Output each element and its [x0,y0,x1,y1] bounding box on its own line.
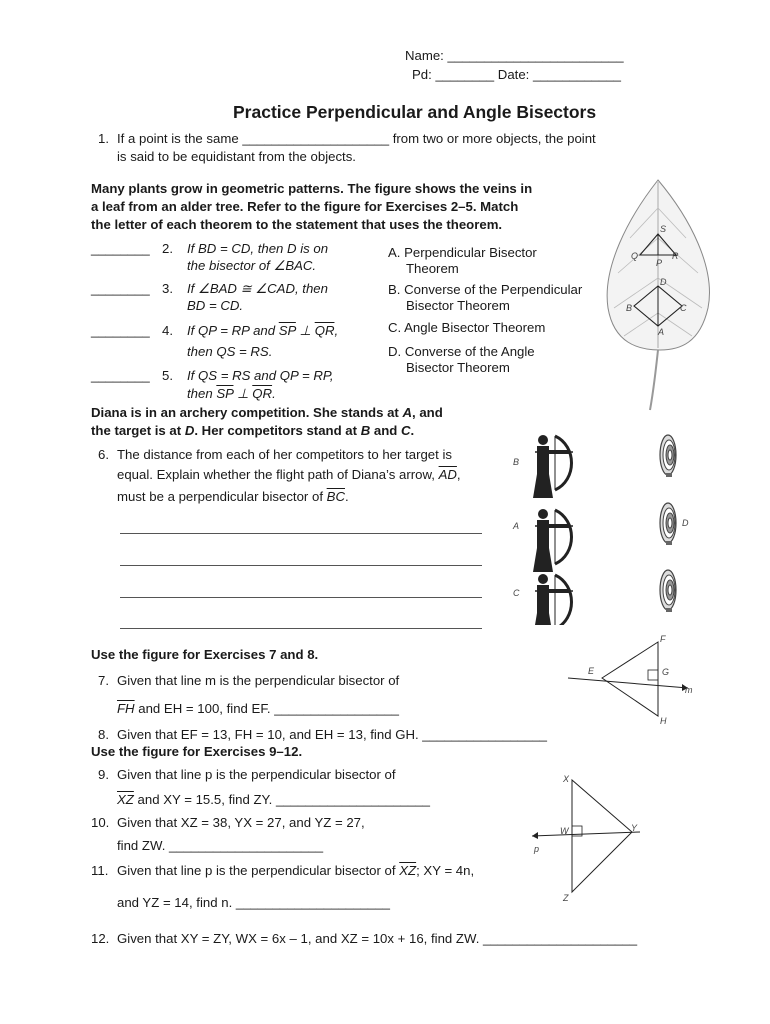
fig912-label-y: Y [631,823,638,833]
leaf-label-q: Q [631,251,639,261]
theorem-d-line2: Bisector Theorem [406,360,510,375]
q5-line2: then $\overline{SP}$ ⊥ $\overline{QR}$. [187,386,276,401]
q7-number: 7. [98,673,109,688]
q3-line2: BD = CD. [187,298,244,313]
leaf-figure [600,178,720,418]
q12-number: 12. [91,931,110,946]
leaf-intro-line3: the letter of each theorem to the statement that uses the theorem. [91,217,503,232]
archer-a [533,509,573,572]
page-title: Practice Perpendicular and Angle Bisectors [233,102,597,122]
q6-answer-line-2[interactable] [120,565,482,566]
leaf-intro-line2: a leaf from an alder tree. Refer to the figure for Exercises 2–5. Match [91,199,519,214]
fig78-label-m: m [685,685,693,695]
q8-number: 8. [98,727,109,742]
q4-line2: then QS = RS. [187,344,273,359]
q10-number: 10. [91,815,110,830]
fig912-label-x: X [563,774,570,784]
fig78-label-g: G [662,667,670,677]
archer-c [533,574,573,625]
fig912-intro: Use the figure for Exercises 9–12. [91,744,303,759]
theorem-b: B. Converse of the Perpendicular [388,282,583,297]
q7-line2: $\overline{FH}$ and EH = 100, find EF. _________________ [117,701,399,716]
q6-answer-line-1[interactable] [120,533,482,534]
q4-blank[interactable]: ________ [91,323,150,338]
q1-line1: If a point is the same ____________________ from two or more objects, the point [117,131,596,146]
q6-number: 6. [98,447,109,462]
leaf-label-a: A [658,327,665,337]
target-top [660,435,676,477]
q6-line1: The distance from each of her competitors to her target is [117,447,452,462]
q2-number: 2. [162,241,173,256]
theorem-a: A. Perpendicular Bisector [388,245,537,260]
figure-9-12 [528,770,678,910]
q1-line2: is said to be equidistant from the objects. [117,149,356,164]
q8-text: Given that EF = 13, FH = 10, and EH = 13, find GH. _________________ [117,727,547,742]
fig912-label-z: Z [563,893,569,903]
leaf-label-c: C [680,303,687,313]
target-bottom [660,570,676,612]
target-d [660,503,676,545]
q11-number: 11. [91,863,109,878]
q9-number: 9. [98,767,109,782]
q6-answer-line-3[interactable] [120,597,482,598]
archer-label-a: A [513,521,520,531]
q6-line3: must be a perpendicular bisector of $\overline{BC}$. [117,489,349,504]
archer-b [533,435,573,498]
name-field[interactable]: Name: ________________________ [405,48,624,63]
theorem-b-line2: Bisector Theorem [406,298,510,313]
q5-line1: If QS = RS and QP = RP, [187,368,334,383]
fig912-label-w: W [560,826,569,836]
q3-number: 3. [162,281,173,296]
archery-intro-line1: Diana is in an archery competition. She stands at A, and [91,405,443,420]
q12-text: Given that XY = ZY, WX = 6x – 1, and XZ = 10x + 16, find ZW. _____________________ [117,931,638,946]
archer-label-c: C [513,588,520,598]
archery-intro-line2: the target is at D. Her competitors stand at B and C. [91,423,415,438]
q9-line2: $\overline{XZ}$ and XY = 15.5, find ZY. _____________________ [117,792,430,807]
leaf-label-d: D [660,277,667,287]
target-label-d: D [682,518,689,528]
theorem-c: C. Angle Bisector Theorem [388,320,546,335]
leaf-label-r: R [672,251,679,261]
leaf-label-s: S [660,224,667,234]
q5-blank[interactable]: ________ [91,368,150,383]
fig78-label-h: H [660,716,667,726]
q2-line1: If BD = CD, then D is on [187,241,329,256]
archer-label-b: B [513,457,520,467]
q10-line1: Given that XZ = 38, YX = 27, and YZ = 27, [117,815,365,830]
q1-number: 1. [98,131,109,146]
q11-line1: Given that line p is the perpendicular bisector of $\overline{XZ}$; XY = 4n, [117,863,475,878]
leaf-label-p: P [656,258,663,268]
q4-number: 4. [162,323,173,338]
q10-line2: find ZW. _____________________ [117,838,324,853]
leaf-label-b: B [626,303,633,313]
fig78-label-e: E [588,666,595,676]
q7-line1: Given that line m is the perpendicular bisector of [117,673,400,688]
q2-blank[interactable]: ________ [91,241,150,256]
q2-line2: the bisector of ∠BAC. [187,258,317,273]
q6-line2: equal. Explain whether the flight path of Diana’s arrow, $\overline{AD}$, [117,467,461,482]
q3-blank[interactable]: ________ [91,281,150,296]
archery-figure [505,425,705,625]
theorem-a-line2: Theorem [406,261,459,276]
q3-line1: If ∠BAD ≅ ∠CAD, then [187,281,328,296]
q9-line1: Given that line p is the perpendicular bisector of [117,767,396,782]
q11-line2: and YZ = 14, find n. _____________________ [117,895,390,910]
leaf-intro-line1: Many plants grow in geometric patterns. The figure shows the veins in [91,181,533,196]
fig78-intro: Use the figure for Exercises 7 and 8. [91,647,319,662]
fig78-label-f: F [660,634,666,644]
pd-date-field[interactable]: Pd: ________ Date: ____________ [412,67,621,82]
q5-number: 5. [162,368,173,383]
q4-line1: If QP = RP and $\overline{SP}$ ⊥ $\overline{QR}$, [187,323,339,338]
figure-7-8 [560,630,700,730]
fig912-label-p: p [534,844,540,854]
q6-answer-line-4[interactable] [120,628,482,629]
theorem-d: D. Converse of the Angle [388,344,535,359]
